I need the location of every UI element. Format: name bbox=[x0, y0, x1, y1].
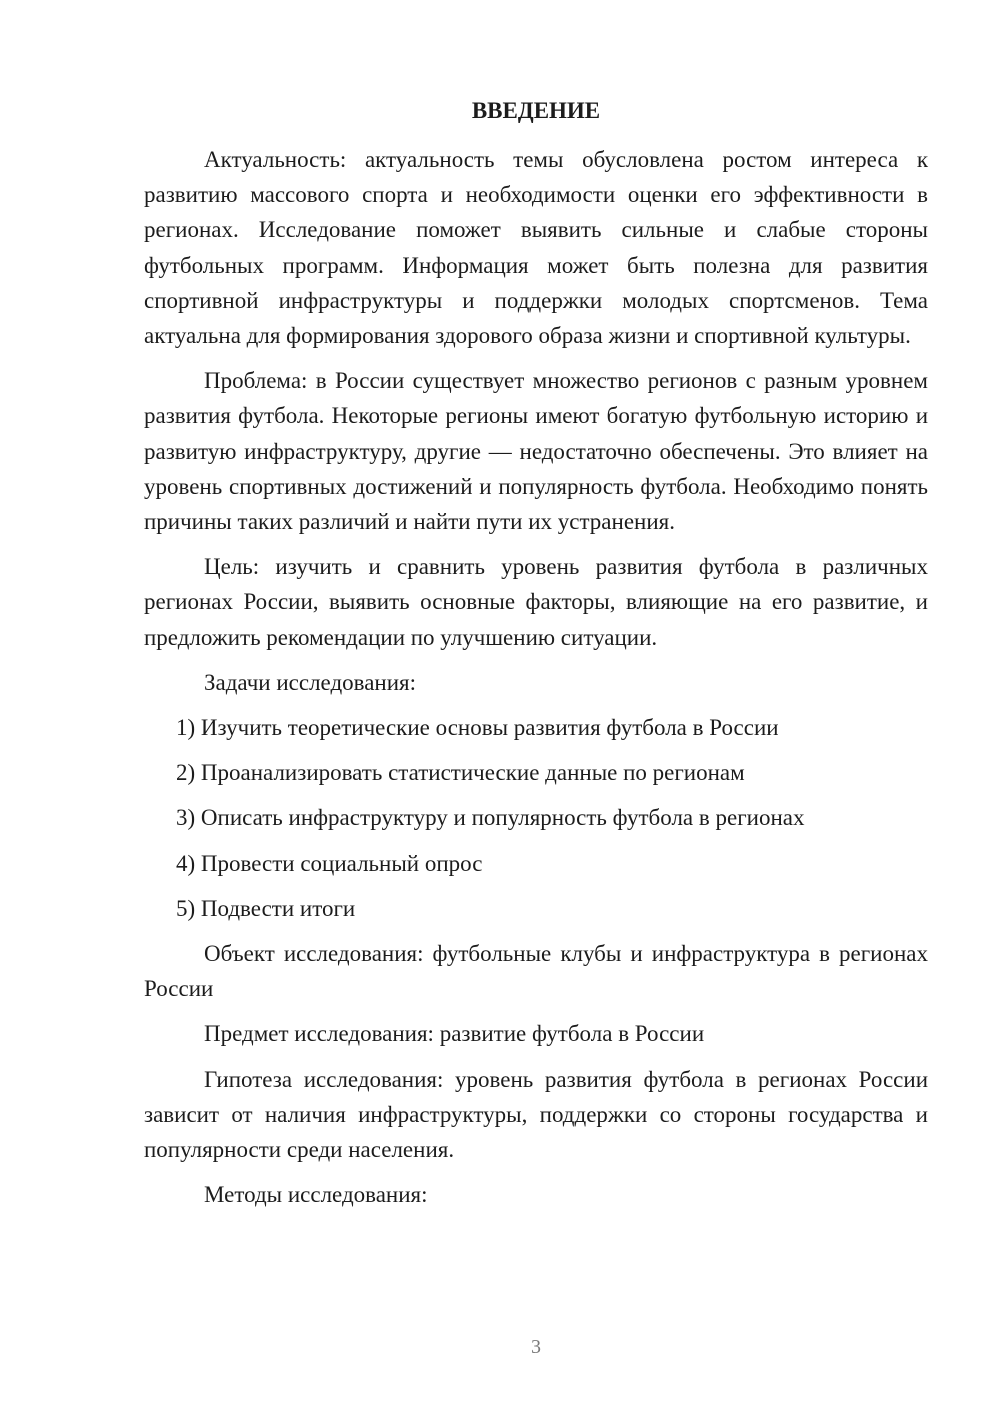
document-body bbox=[144, 142, 928, 1222]
goal-paragraph: Цель: изучить и сравнить уровень развития футбола в различных регионах России, выявить основные факторы, влияющие на его развитие, и предложить рекомендации по улучшению ситуации. bbox=[144, 554, 928, 650]
subject-paragraph: Предмет исследования: развитие футбола в России bbox=[204, 1021, 705, 1047]
task-item: 4) Провести социальный опрос bbox=[176, 850, 483, 876]
document-page bbox=[144, 0, 928, 1414]
task-item: 3) Описать инфраструктуру и популярность футбола в регионах bbox=[176, 805, 805, 831]
methods-title: Методы исследования: bbox=[204, 1182, 428, 1208]
task-item: 2) Проанализировать статистические данные по регионам bbox=[176, 760, 745, 786]
object-paragraph: Объект исследования: футбольные клубы и инфраструктура в регионах России bbox=[144, 941, 928, 1002]
task-item: 5) Подвести итоги bbox=[176, 895, 356, 921]
page-heading: ВВЕДЕНИЕ bbox=[471, 98, 601, 123]
task-item: 1) Изучить теоретические основы развития футбола в России bbox=[176, 715, 779, 741]
relevance-paragraph: Актуальность: актуальность темы обусловлена ростом интереса к развитию массового спорта и необходимости оценки его эффективности в регионах. Исследование поможет выявить сильные и слабые стороны футбольных программ. Информация может быть полезна для развития спортивной инфраструктуры и поддержки молодых спортсменов. Тема актуальна для формирования здорового образа жизни и спортивной культуры. bbox=[144, 147, 928, 349]
problem-paragraph: Проблема: в России существует множество регионов с разным уровнем развития футбола. Некоторые регионы имеют богатую футбольную историю и развитую инфраструктуру, другие — недостаточно обеспечены. Это влияет на уровень спортивных достижений и популярность футбола. Необходимо понять причины таких различий и найти пути их устранения. bbox=[144, 368, 928, 535]
hypothesis-paragraph: Гипотеза исследования: уровень развития футбола в регионах России зависит от наличия инфраструктуры, поддержки со стороны государства и популярности среди населения. bbox=[144, 1066, 928, 1163]
page-number: 3 bbox=[531, 1336, 541, 1358]
tasks-list bbox=[144, 710, 928, 926]
tasks-title: Задачи исследования: bbox=[204, 669, 417, 695]
